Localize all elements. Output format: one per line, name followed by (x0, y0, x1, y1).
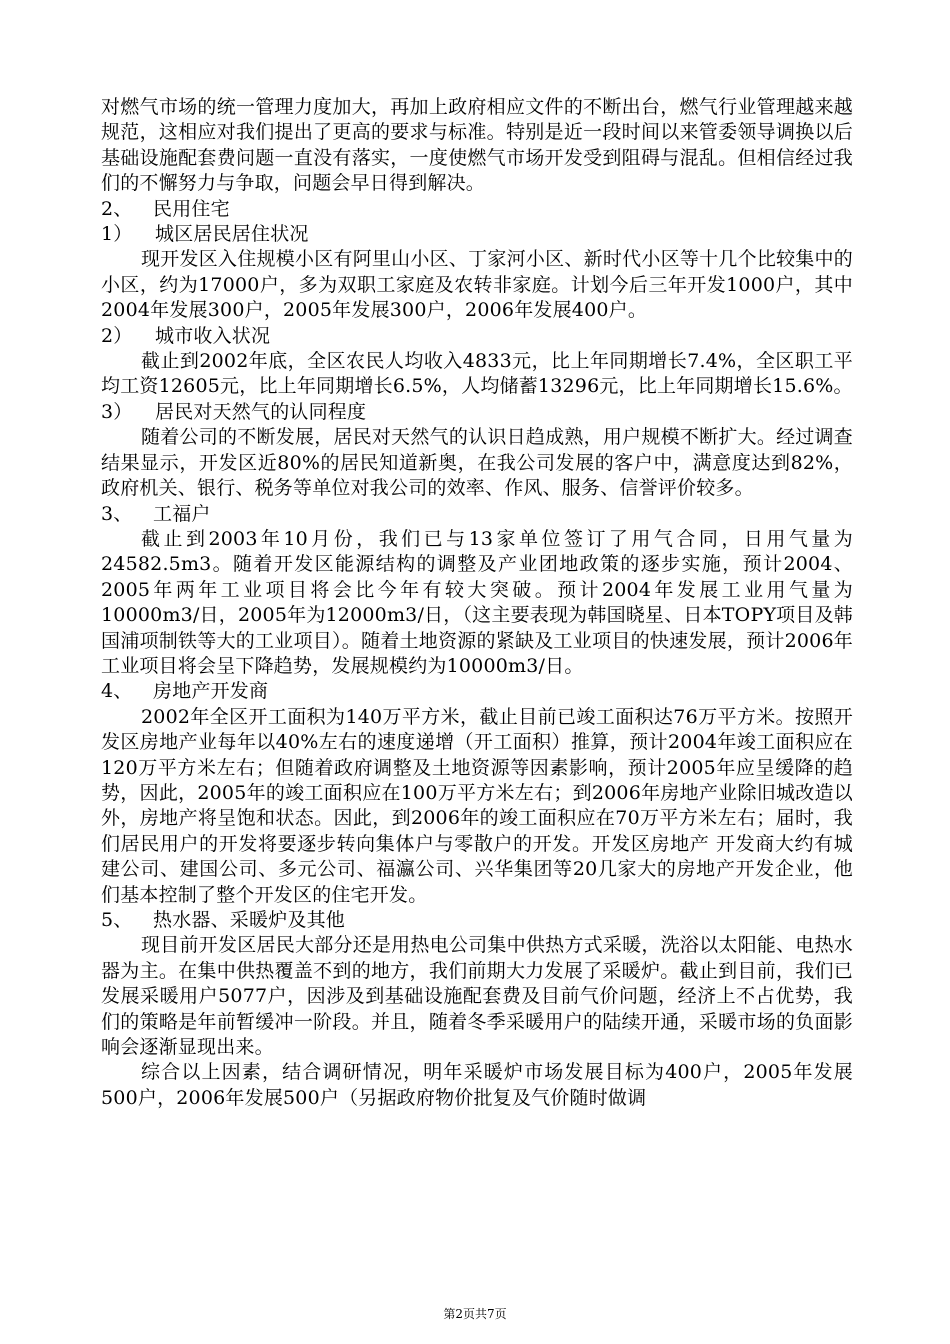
subsection-number: 2） (101, 324, 133, 347)
section-heading-heater (101, 908, 853, 933)
subsection-heading-recognition (101, 400, 853, 425)
paragraph-heater: 现目前开发区居民大部分还是用热电公司集中供热方式采暖，洗浴以太阳能、电热水器为主。在集中供热覆盖不到的地方，我们前期大力发展了采暖炉。截止到目前，我们已发展采暖用户5077户，因涉及到基础设施配套费及目前气价问题，经济上不占优势，我们的策略是年前暂缓冲一阶段。并且，随着冬季采暖用户的陆续开通，采暖市场的负面影响会逐渐显现出来。 (101, 934, 853, 1059)
section-heading-residential (101, 197, 853, 222)
section-number: 5、 (101, 909, 133, 931)
subsection-title: 城市收入状况 (155, 324, 271, 347)
paragraph-living: 现开发区入住规模小区有阿里山小区、丁家河小区、新时代小区等十几个比较集中的小区，约为17000户，多为双职工家庭及农转非家庭。计划今后三年开发1000户，其中2004年发展300户，2005年发展300户，2006年发展400户。 (101, 248, 853, 322)
section-heading-industrial (101, 502, 853, 527)
section-number: 2、 (101, 197, 133, 220)
section-number: 4、 (101, 680, 133, 703)
section-number: 3、 (101, 502, 133, 525)
subsection-title: 居民对天然气的认同程度 (155, 400, 367, 423)
section-title: 工福户 (153, 502, 211, 525)
subsection-number: 1） (101, 223, 133, 246)
subsection-heading-income (101, 324, 853, 349)
paragraph-realestate: 2002年全区开工面积为140万平方米，截止目前已竣工面积达76万平方米。按照开发区房地产业每年以40%左右的速度递增（开工面积）推算，预计2004年竣工面积应在120万平方米左右；但随着政府调整及土地资源等因素影响，预计2005年应呈缓降的趋势，因此，2005年的竣工面积应在100万平方米左右；到2006年房地产业除旧城改造以外，房地产将呈饱和状态。因此，到2006年的竣工面积应在70万平方米左右；届时，我们居民用户的开发将要逐步转向集体户与零散户的开发。开发区房地产 开发商大约有城建公司、建国公司、多元公司、福瀛公司、兴华集团等20几家大的房地产开发企业，他们基本控制了整个开发区的住宅开发。 (101, 705, 853, 906)
subsection-number: 3） (101, 400, 133, 423)
section-title: 热水器、采暖炉及其他 (153, 909, 346, 931)
section-title: 房地产开发商 (153, 680, 269, 703)
section-title: 民用住宅 (153, 197, 230, 220)
paragraph-recognition: 随着公司的不断发展，居民对天然气的认识日趋成熟，用户规模不断扩大。经过调查结果显示，开发区近80%的居民知道新奥，在我公司发展的客户中，满意度达到82%，政府机关、银行、税务等单位对我公司的效率、作风、服务、信誉评价较多。 (101, 426, 853, 500)
paragraph-summary: 综合以上因素，结合调研情况，明年采暖炉市场发展目标为400户，2005年发展500户，2006年发展500户（另据政府物价批复及气价随时做调 (101, 1061, 853, 1109)
subsection-title: 城区居民居住状况 (155, 223, 309, 246)
paragraph-income: 截止到2002年底，全区农民人均收入4833元，比上年同期增长7.4%，全区职工平均工资12605元，比上年同期增长6.5%，人均储蓄13296元，比上年同期增长15.6%。 (101, 350, 853, 398)
paragraph-industrial: 截止到2003年10月份，我们已与13家单位签订了用气合同，日用气量为24582.5m3。随着开发区能源结构的调整及产业团地政策的逐步实施，预计2004、2005年两年工业项目将会比今年有较大突破。预计2004年发展工业用气量为10000m3/日，2005年为12000m3/日，（这主要表现为韩国晓星、日本TOPY项目及韩国浦项制铁等大的工业项目）。随着土地资源的紧缺及工业项目的快速发展，预计2006年工业项目将会呈下降趋势，发展规模约为10000m3/日。 (101, 527, 853, 677)
document-body (101, 95, 853, 1111)
section-heading-realestate (101, 679, 853, 704)
paragraph-intro: 对燃气市场的统一管理力度加大，再加上政府相应文件的不断出台，燃气行业管理越来越规范，这相应对我们提出了更高的要求与标准。特别是近一段时间以来管委领导调换以后基础设施配套费问题一直没有落实，一度使燃气市场开发受到阻碍与混乱。但相信经过我们的不懈努力与争取，问题会早日得到解决。 (101, 96, 853, 195)
page-footer: 第2页共7页 (443, 1307, 507, 1321)
subsection-heading-living (101, 222, 853, 247)
